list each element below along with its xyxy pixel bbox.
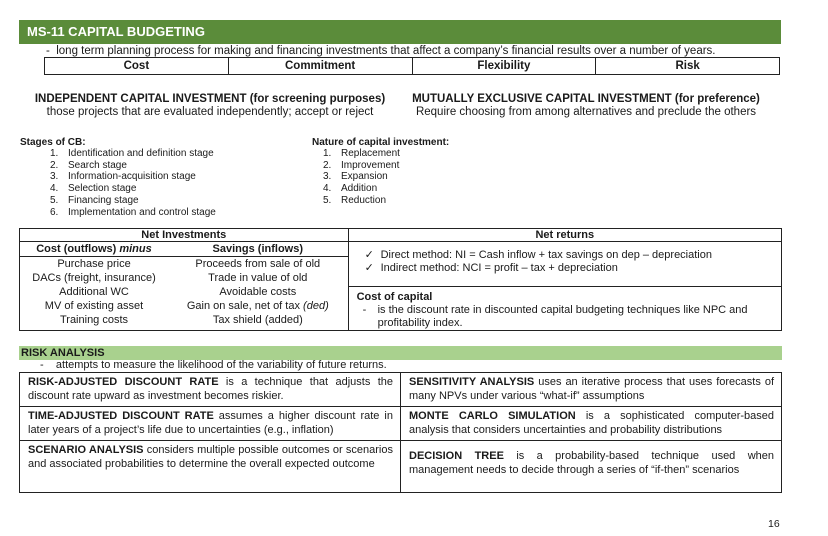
table-row xyxy=(20,407,782,441)
exclusive-title: MUTUALLY EXCLUSIVE CAPITAL INVESTMENT (for preference) xyxy=(412,93,760,105)
intro-bullet: - xyxy=(46,45,50,57)
page-title: MS-11 CAPITAL BUDGETING xyxy=(19,20,781,44)
characteristics-table xyxy=(44,57,780,75)
risk-analysis-title: RISK ANALYSIS xyxy=(19,346,782,360)
table-row xyxy=(20,373,782,407)
list-item: 3. Expansion xyxy=(323,171,388,183)
characteristic-cost: Cost xyxy=(45,58,229,75)
intro-definition xyxy=(46,44,716,58)
exclusive-desc: Require choosing from among alternatives and preclude the others xyxy=(415,106,757,118)
risk-adjusted-discount-rate: RISK-ADJUSTED DISCOUNT RATE is a technique that adjusts the discount rate upward as investment becomes riskier. xyxy=(20,373,401,407)
scenario-analysis: SCENARIO ANALYSIS considers multiple possible outcomes or scenarios and associated probabilities to determine the overall expected outcome xyxy=(20,441,401,493)
characteristic-commitment: Commitment xyxy=(228,58,412,75)
list-item: 5. Financing stage xyxy=(50,194,139,206)
coc-title: Cost of capital xyxy=(356,291,433,303)
coc-definition: - is the discount rate in discounted capital budgeting techniques like NPC and profitability index. xyxy=(362,304,748,329)
intro-text: long term planning process for making and financing investments that affect a company’s financial results over a number of years. xyxy=(56,45,716,57)
list-item: 1. Replacement xyxy=(323,148,400,159)
stages-list xyxy=(50,148,216,218)
list-item: 3. Information-acquisition stage xyxy=(50,171,196,183)
net-returns-methods xyxy=(349,242,781,287)
list-item: 2. Improvement xyxy=(323,159,400,171)
net-investments-subtable xyxy=(20,242,348,327)
list-item: 4. Selection stage xyxy=(50,183,137,195)
table-row: Training costs Tax shield (added) xyxy=(59,314,303,326)
monte-carlo-simulation: MONTE CARLO SIMULATION is a sophisticated computer-based analysis that considers uncertainties and probability distributions xyxy=(401,407,782,441)
list-item: 6. Implementation and control stage xyxy=(50,206,216,218)
risk-analysis-subtitle: - attempts to measure the likelihood of the variability of future returns. xyxy=(40,359,387,371)
independent-title: INDEPENDENT CAPITAL INVESTMENT (for screening purposes) xyxy=(34,93,386,105)
time-adjusted-discount-rate: TIME-ADJUSTED DISCOUNT RATE assumes a higher discount rate in later years of a project’s life due to uncertainties (e.g., inflation) xyxy=(20,407,401,441)
cost-header: Cost (outflows) minus xyxy=(20,242,168,257)
cost-of-capital xyxy=(349,287,781,330)
independent-desc: those projects that are evaluated independently; accept or reject xyxy=(46,106,374,118)
characteristic-risk: Risk xyxy=(596,58,780,75)
list-item: 4. Addition xyxy=(323,183,378,195)
characteristic-flexibility: Flexibility xyxy=(412,58,596,75)
table-row xyxy=(20,441,782,493)
savings-header: Savings (inflows) xyxy=(168,242,348,257)
decision-tree: DECISION TREE is a probability-based technique used when management needs to decide through a series of “if-then” scenarios xyxy=(401,441,782,493)
list-item: ✓ Indirect method: NCI = profit – tax + depreciation xyxy=(364,262,618,274)
sensitivity-analysis: SENSITIVITY ANALYSIS uses an iterative process that uses forecasts of many NPVs under various “what-if” assumptions xyxy=(401,373,782,407)
table-row: DACs (freight, insurance) Trade in value of old xyxy=(32,272,308,284)
risk-techniques-table xyxy=(19,372,782,493)
list-item: 2. Search stage xyxy=(50,159,127,171)
stages-heading: Stages of CB: xyxy=(20,137,86,148)
list-item: ✓ Direct method: NI = Cash inflow + tax savings on dep – depreciation xyxy=(364,249,712,261)
nature-list xyxy=(323,148,400,207)
table-row: Additional WC Avoidable costs xyxy=(59,286,297,298)
investment-returns-table xyxy=(19,228,782,331)
net-returns-title: Net returns xyxy=(348,229,781,242)
page-number: 16 xyxy=(768,518,780,530)
list-item: 5. Reduction xyxy=(323,194,387,206)
table-row: MV of existing asset Gain on sale, net of tax (ded) xyxy=(44,300,329,312)
nature-heading: Nature of capital investment: xyxy=(312,137,450,148)
net-investments-title: Net Investments xyxy=(20,229,349,242)
list-item: 1. Identification and definition stage xyxy=(50,148,214,159)
table-row: Purchase price Proceeds from sale of old xyxy=(57,258,321,270)
